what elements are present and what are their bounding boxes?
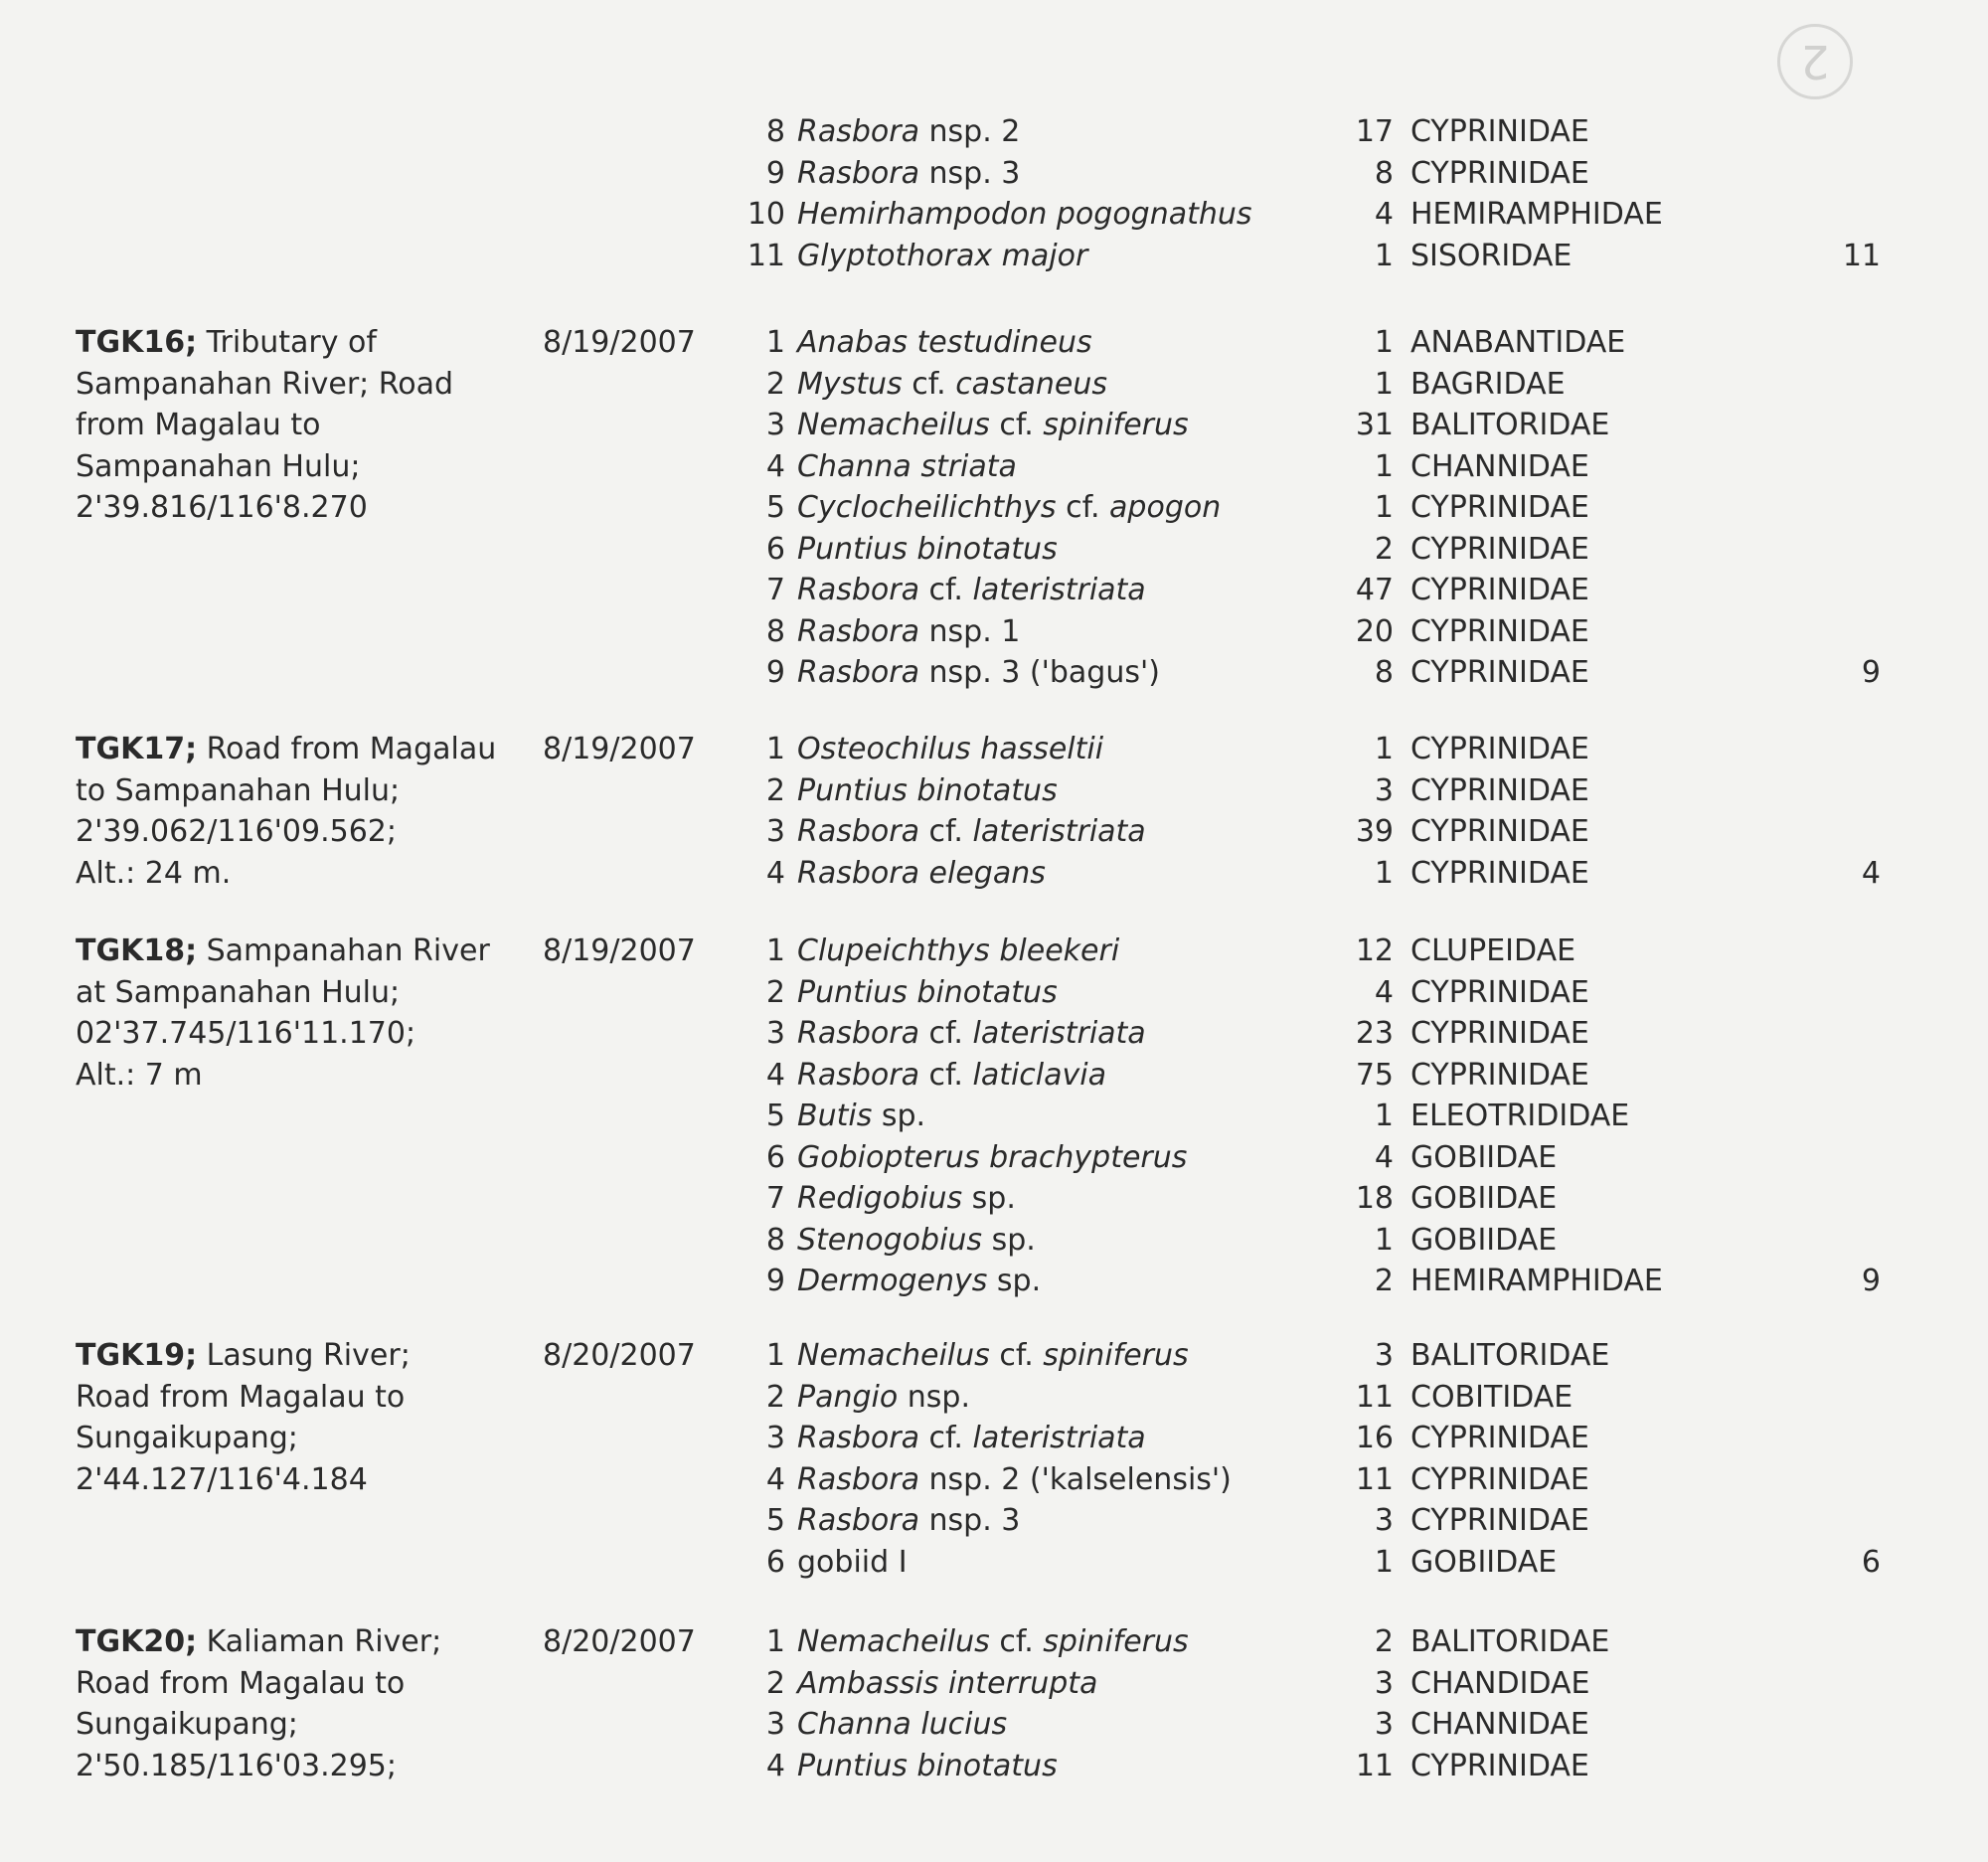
species-number: 3 [765,1421,785,1455]
genus: Ambassis [797,1665,939,1701]
genus: Dermogenys [797,1264,988,1298]
epithet: sp. [996,1264,1042,1298]
genus: Nemacheilus [797,408,990,442]
genus: Cyclocheilichthys [797,490,1057,525]
epithet: nsp. 3 ('bagus') [928,655,1160,690]
site-description: Road from Magalau to Sampanahan Hulu; 2'39.062/116'09.562; Alt.: 24 m. [76,732,497,891]
family-name: CHANDIDAE [1410,1665,1590,1701]
family-name: CYPRINIDAE [1410,1748,1589,1783]
epithet: spiniferus [1043,408,1189,442]
genus: Nemacheilus [797,1624,990,1659]
epithet: elegans [928,855,1046,891]
species-number: 3 [765,1707,785,1742]
genus: Hemirhampodon [797,197,1048,232]
epithet: binotatus [916,531,1058,567]
species-number: 2 [765,1379,785,1415]
epithet: laticlavia [972,1057,1106,1093]
species-number: 4 [765,448,785,484]
genus: Rasbora [797,1057,919,1093]
species-number: 4 [765,1461,785,1497]
site-description: Tributary of Sampanahan River; Road from Magalau to Sampanahan Hulu; 2'39.816/116'8.270 [76,325,454,525]
family-name: CYPRINIDAE [1410,1421,1589,1455]
species-number: 4 [765,855,785,891]
genus: Glyptothorax [797,238,993,273]
epithet: lateristriata [972,1016,1146,1051]
genus: Rasbora [797,655,919,690]
family-name: BALITORIDAE [1410,408,1610,442]
site-code: TGK16; [76,325,198,360]
species-number: 5 [765,1503,785,1538]
specimen-count: 1 [1374,490,1394,525]
family-name: SISORIDAE [1410,238,1573,273]
species-total: 6 [1861,1544,1881,1580]
species-number: 3 [765,814,785,849]
genus: Redigobius [797,1181,963,1216]
family-name: HEMIRAMPHIDAE [1410,1264,1663,1298]
species-total: 9 [1861,1264,1881,1298]
genus: Puntius [797,772,908,808]
species-number: 1 [765,732,785,766]
family-name: CYPRINIDAE [1410,814,1589,849]
epithet: interrupta [947,1665,1098,1701]
site-code: TGK18; [76,933,198,968]
species-total: 9 [1861,655,1881,690]
specimen-count: 1 [1374,325,1394,360]
specimen-count: 3 [1374,772,1394,808]
epithet: lucius [920,1707,1008,1742]
site-date: 8/19/2007 [543,325,696,360]
specimen-count: 1 [1374,855,1394,891]
epithet: sp. [971,1181,1016,1216]
family-name: CYPRINIDAE [1410,855,1589,891]
epithet: lateristriata [972,814,1146,849]
site-description: Kaliaman River; Road from Magalau to Sungaikupang; 2'50.185/116'03.295; [76,1624,442,1783]
specimen-count: 47 [1355,573,1394,607]
site-code: TGK17; [76,732,198,766]
genus: Clupeichthys [797,933,990,968]
specimen-count: 11 [1355,1379,1394,1415]
cf-qualifier: cf. [999,1338,1044,1373]
epithet: brachypterus [989,1139,1188,1175]
cf-qualifier: cf. [928,1016,973,1051]
family-name: ANABANTIDAE [1410,325,1626,360]
specimen-count: 3 [1374,1707,1394,1742]
specimen-count: 1 [1374,448,1394,484]
species-number: 9 [765,655,785,690]
epithet: striata [920,448,1017,484]
genus: Stenogobius [797,1222,983,1258]
species-number: 5 [765,490,785,525]
species-number: 3 [765,408,785,442]
genus: Gobiopterus [797,1139,980,1175]
family-name: CYPRINIDAE [1410,155,1589,191]
genus: Rasbora [797,573,919,607]
genus: Anabas [797,325,908,360]
specimen-count: 1 [1374,732,1394,766]
epithet: spiniferus [1043,1624,1189,1659]
family-name: HEMIRAMPHIDAE [1410,197,1663,232]
species-number: 2 [765,366,785,402]
family-name: GOBIIDAE [1410,1181,1558,1216]
epithet: major [1001,238,1088,273]
genus: Rasbora [797,1421,919,1455]
species-total: 11 [1842,238,1881,273]
genus: Rasbora [797,855,919,891]
cf-qualifier: cf. [928,573,973,607]
specimen-count: 1 [1374,1099,1394,1133]
epithet: sp. [881,1099,926,1133]
cf-qualifier: cf. [928,814,973,849]
cf-qualifier: cf. [911,366,956,402]
specimen-count: 23 [1355,1016,1394,1051]
specimen-count: 75 [1355,1057,1394,1093]
site-date: 8/20/2007 [543,1624,696,1659]
species-number: 2 [765,974,785,1010]
specimen-count: 39 [1355,814,1394,849]
site-code: TGK19; [76,1338,198,1373]
genus: Rasbora [797,114,919,149]
family-name: BALITORIDAE [1410,1624,1610,1659]
epithet: castaneus [955,366,1107,402]
genus: Nemacheilus [797,1338,990,1373]
species-number: 7 [765,573,785,607]
specimen-count: 11 [1355,1461,1394,1497]
family-name: CYPRINIDAE [1410,531,1589,567]
epithet: nsp. 2 ('kalselensis') [928,1461,1232,1497]
species-number: 6 [765,1544,785,1580]
species-number: 2 [765,1665,785,1701]
species-number: 1 [765,1338,785,1373]
site-date: 8/20/2007 [543,1338,696,1373]
genus: Pangio [797,1379,899,1415]
cf-qualifier: cf. [1066,490,1110,525]
species-number: 6 [765,1139,785,1175]
specimen-count: 1 [1374,1222,1394,1258]
specimen-count: 18 [1355,1181,1394,1216]
epithet: nsp. 3 [928,1503,1021,1538]
family-name: CYPRINIDAE [1410,732,1589,766]
species-number: 6 [765,531,785,567]
site-code: TGK20; [76,1624,198,1659]
epithet: hasseltii [980,732,1104,766]
cf-qualifier: cf. [928,1057,973,1093]
epithet: nsp. 1 [928,613,1021,649]
epithet: binotatus [916,1748,1058,1783]
family-name: CYPRINIDAE [1410,1057,1589,1093]
family-name: CYPRINIDAE [1410,655,1589,690]
epithet: gobiid I [797,1544,908,1580]
epithet: bleekeri [999,933,1120,968]
genus: Mystus [797,366,903,402]
family-name: CYPRINIDAE [1410,1503,1589,1538]
specimen-count: 17 [1355,114,1394,149]
epithet: binotatus [916,772,1058,808]
family-name: CYPRINIDAE [1410,772,1589,808]
species-number: 3 [765,1016,785,1051]
genus: Puntius [797,531,908,567]
specimen-count: 3 [1374,1503,1394,1538]
specimen-count: 1 [1374,366,1394,402]
cf-qualifier: cf. [928,1421,973,1455]
epithet: pogognathus [1056,197,1252,232]
epithet: nsp. [907,1379,971,1415]
genus: Rasbora [797,613,919,649]
genus: Rasbora [797,1503,919,1538]
specimen-count: 2 [1374,531,1394,567]
species-number: 1 [765,325,785,360]
species-number: 10 [746,197,785,232]
family-name: CYPRINIDAE [1410,114,1589,149]
family-name: ELEOTRIDIDAE [1410,1099,1630,1133]
cf-qualifier: cf. [999,408,1044,442]
specimen-count: 4 [1374,974,1394,1010]
specimen-count: 1 [1374,238,1394,273]
specimen-count: 20 [1355,613,1394,649]
specimen-count: 8 [1374,655,1394,690]
family-name: CYPRINIDAE [1410,573,1589,607]
genus: Channa [797,448,911,484]
specimen-count: 16 [1355,1421,1394,1455]
specimen-count: 8 [1374,155,1394,191]
epithet: nsp. 3 [928,155,1021,191]
species-number: 5 [765,1099,785,1133]
site-date: 8/19/2007 [543,933,696,968]
species-number: 11 [746,238,785,273]
cf-qualifier: cf. [999,1624,1044,1659]
species-number: 7 [765,1181,785,1216]
family-name: CYPRINIDAE [1410,490,1589,525]
family-name: GOBIIDAE [1410,1139,1558,1175]
genus: Channa [797,1707,911,1742]
genus: Puntius [797,974,908,1010]
specimen-count: 2 [1374,1624,1394,1659]
specimen-count: 11 [1355,1748,1394,1783]
species-number: 8 [765,1222,785,1258]
family-name: GOBIIDAE [1410,1222,1558,1258]
family-name: CHANNIDAE [1410,448,1589,484]
specimen-count: 3 [1374,1338,1394,1373]
genus: Rasbora [797,155,919,191]
species-number: 4 [765,1748,785,1783]
species-number: 2 [765,772,785,808]
species-number: 1 [765,933,785,968]
genus: Rasbora [797,814,919,849]
site-description: Lasung River; Road from Magalau to Sungaikupang; 2'44.127/116'4.184 [76,1338,411,1497]
family-name: CYPRINIDAE [1410,1016,1589,1051]
family-name: CHANNIDAE [1410,1707,1589,1742]
specimen-count: 12 [1355,933,1394,968]
specimen-count: 1 [1374,1544,1394,1580]
family-name: CYPRINIDAE [1410,613,1589,649]
epithet: binotatus [916,974,1058,1010]
family-name: CLUPEIDAE [1410,933,1576,968]
genus: Puntius [797,1748,908,1783]
family-name: BAGRIDAE [1410,366,1566,402]
species-number: 1 [765,1624,785,1659]
family-name: COBITIDAE [1410,1379,1574,1415]
specimen-count: 2 [1374,1264,1394,1298]
specimen-count: 31 [1355,408,1394,442]
genus: Rasbora [797,1016,919,1051]
family-name: BALITORIDAE [1410,1338,1610,1373]
site-date: 8/19/2007 [543,732,696,766]
species-number: 9 [765,155,785,191]
genus: Rasbora [797,1461,919,1497]
epithet: lateristriata [972,1421,1146,1455]
family-name: CYPRINIDAE [1410,974,1589,1010]
specimen-count: 4 [1374,197,1394,232]
species-number: 8 [765,613,785,649]
specimen-count: 4 [1374,1139,1394,1175]
genus: Butis [797,1099,873,1133]
site-description: Sampanahan River at Sampanahan Hulu; 02'37.745/116'11.170; Alt.: 7 m [76,933,490,1093]
epithet: apogon [1109,490,1222,525]
epithet: nsp. 2 [928,114,1021,149]
epithet: spiniferus [1043,1338,1189,1373]
family-name: GOBIIDAE [1410,1544,1558,1580]
page-number-stamp: 2 [1777,24,1853,99]
epithet: lateristriata [972,573,1146,607]
epithet: testudineus [916,325,1092,360]
epithet: sp. [991,1222,1036,1258]
species-number: 4 [765,1057,785,1093]
species-number: 8 [765,114,785,149]
species-total: 4 [1861,855,1881,891]
species-number: 9 [765,1264,785,1298]
genus: Osteochilus [797,732,971,766]
specimen-count: 3 [1374,1665,1394,1701]
family-name: CYPRINIDAE [1410,1461,1589,1497]
